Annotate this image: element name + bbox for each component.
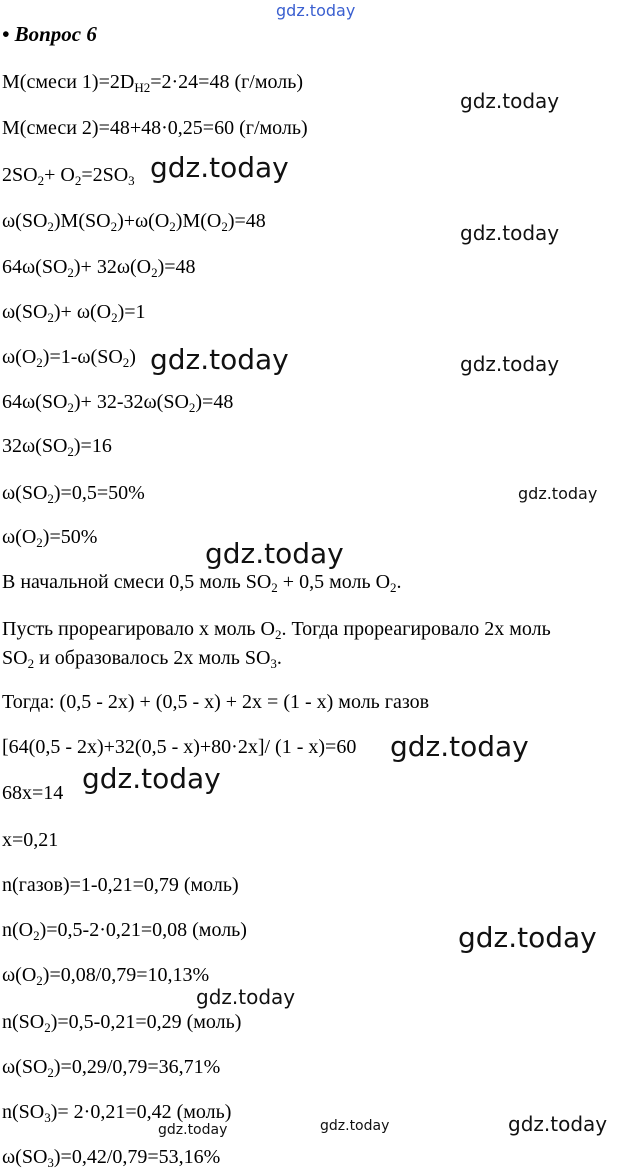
watermark: gdz.today <box>460 352 560 376</box>
watermark: gdz.today <box>276 1 356 20</box>
text-line: $64\omega(SO_2)+ 32\omega(O_2)=48$ <box>2 256 196 280</box>
watermark: gdz.today <box>205 537 344 570</box>
text-line: $\omega(O_2)=0,08/0,79=10,13\%$ <box>2 964 210 988</box>
watermark: gdz.today <box>508 1112 608 1136</box>
watermark: gdz.today <box>150 343 289 376</box>
watermark: gdz.today <box>390 730 529 763</box>
watermark: gdz.today <box>150 151 289 184</box>
text-line: $\omega(SO_2)=0,5=50\%$ <box>2 482 145 506</box>
watermark: gdz.today <box>196 985 296 1009</box>
text-line: $n(SO_2)=0,5-0,21=0,29$ (моль) <box>2 1011 242 1035</box>
watermark: gdz.today <box>320 1118 390 1134</box>
text-line: $\omega(O_2)=1-\omega(SO_2)$ <box>2 346 136 370</box>
text-line: $n(SO_3)= 2\cdot 0,21=0,42$ (моль) <box>2 1101 232 1125</box>
watermark: gdz.today <box>82 762 221 795</box>
text-line: $\omega(SO_2)+ \omega(O_2)=1$ <box>2 301 146 325</box>
watermark: gdz.today <box>158 1122 228 1138</box>
text-line: $\omega(SO_2)M(SO_2)+\omega(O_2)M(O_2)=48$ <box>2 210 266 234</box>
watermark: gdz.today <box>518 484 598 503</box>
text-line: $SO_2$ и образовалось 2x моль $SO_3$. <box>2 647 282 671</box>
text-line: Тогда: (0,5 - 2x) + (0,5 - x) + 2x = (1 - x) моль газов <box>2 691 430 713</box>
text-line: $32\omega(SO_2)=16$ <box>2 435 112 459</box>
text-line: $\omega(O_2)=50\%$ <box>2 526 98 550</box>
watermark: gdz.today <box>458 921 597 954</box>
question-title: • Вопрос 6 <box>2 22 97 46</box>
text-line: $n(O_2)=0,5-2\cdot 0,21=0,08$ (моль) <box>2 919 247 943</box>
text-line: $64\omega(SO_2)+ 32-32\omega(SO_2)=48$ <box>2 391 234 415</box>
text-line: [64(0,5 - 2x)+32(0,5 - x)+80·2x]/ (1 - x)=60 <box>2 736 357 758</box>
watermark: gdz.today <box>460 221 560 245</box>
text-line: $\omega(SO_3)=0,42/0,79=53,16\%$ <box>2 1146 221 1170</box>
text-line: В начальной смеси 0,5 моль $SO_2 + 0,5$ моль $O_2$. <box>2 571 402 595</box>
text-line: x=0,21 <box>2 829 59 851</box>
text-line: n(газов)=1-0,21=0,79 (моль) <box>2 874 239 896</box>
text-line: 68x=14 <box>2 782 64 804</box>
text-line: М(смеси 2)=48+48·0,25=60 (г/моль) <box>2 117 308 139</box>
text-line: Пусть прореагировало x моль $O_2$. Тогда прореагировало 2x моль <box>2 618 551 642</box>
text-line: М(смеси $1)=2D_{Н2}=2\cdot 24=48$ (г/моль) <box>2 71 304 95</box>
text-line: $\omega(SO_2)=0,29/0,79=36,71\%$ <box>2 1056 221 1080</box>
watermark: gdz.today <box>460 89 560 113</box>
text-line: $2SO_2+ O_2=2SO_3$ <box>2 164 135 188</box>
